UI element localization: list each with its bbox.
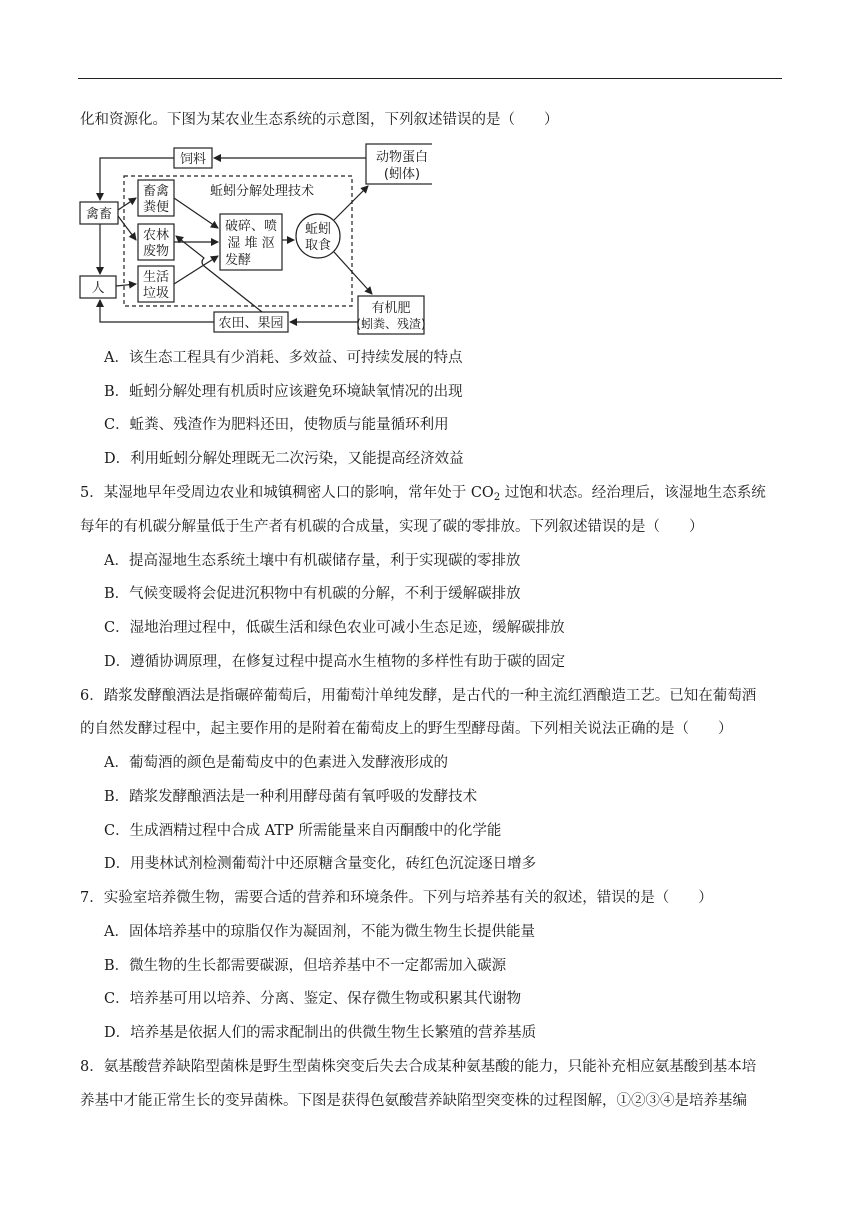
q8-stem-line2: 养基中才能正常生长的变异菌株。下图是获得色氨酸营养缺陷型突变株的过程图解，①②③④是培养基编 — [80, 1093, 747, 1109]
q4-option-c: C．蚯粪、残渣作为肥料还田，使物质与能量循环利用 — [104, 417, 449, 433]
q5-option-c: C．湿地治理过程中，低碳生活和绿色农业可减小生态足迹，缓解碳排放 — [104, 620, 565, 636]
q5-option-b: B．气候变暖将会促进沉积物中有机碳的分解，不利于缓解碳排放 — [104, 586, 521, 602]
earthworm-label: 蚯蚓 — [304, 222, 332, 237]
q6-option-a: A．葡萄酒的颜色是葡萄皮中的色素进入发酵液形成的 — [104, 755, 448, 771]
waste-label: 农林 — [142, 228, 170, 243]
fertilizer-sub-label: (蚓粪、残渣) — [356, 317, 426, 331]
q6-option-c: C．生成酒精过程中合成 ATP 所需能量来自丙酮酸中的化学能 — [104, 823, 502, 839]
q6-stem-line1: 6．踏浆发酵酿酒法是指碾碎葡萄后，用葡萄汁单纯发酵，是古代的一种主流红酒酿造工艺。已知在葡萄酒 — [80, 688, 757, 704]
q4-stem-tail: 化和资源化。下图为某农业生态系统的示意图，下列叙述错误的是（ ） — [80, 112, 559, 128]
waste-sub-label: 废物 — [142, 244, 170, 259]
fertilizer-label: 有机肥 — [371, 301, 411, 316]
animal-protein-sub-label: (蚓体) — [383, 167, 421, 182]
human-label: 人 — [91, 281, 105, 296]
q6-stem-line2: 的自然发酵过程中，起主要作用的是附着在葡萄皮上的野生型酵母菌。下列相关说法正确的是（ ） — [80, 721, 733, 737]
manure-label: 畜禽 — [142, 184, 170, 199]
q7-stem-line1: 7．实验室培养微生物，需要合适的营养和环境条件。下列与培养基有关的叙述，错误的是（ ） — [80, 890, 713, 906]
process-label-3: 发酵 — [225, 253, 252, 268]
q5-stem-line1: 5．某湿地早年受周边农业和城镇稠密人口的影响，常年处于 $CO_2$ 过饱和状态。经治理后，该湿地生态系统 — [80, 485, 766, 503]
q4-option-d: D．利用蚯蚓分解处理既无二次污染，又能提高经济效益 — [104, 451, 464, 467]
agro-ecosystem-diagram — [76, 140, 432, 336]
earthworm-sub-label: 取食 — [304, 238, 332, 253]
q5-option-d: D．遵循协调原理，在修复过程中提高水生植物的多样性有助于碳的固定 — [104, 654, 566, 670]
q7-option-c: C．培养基可用以培养、分离、鉴定、保存微生物或积累其代谢物 — [104, 991, 522, 1007]
garbage-label: 生活 — [142, 270, 170, 285]
q5-option-a: A．提高湿地生态系统土壤中有机碳储存量，利于实现碳的零排放 — [104, 553, 521, 569]
technique-title: 蚯蚓分解处理技术 — [209, 184, 315, 199]
q8-stem-line1: 8．氨基酸营养缺陷型菌株是野生型菌株突变后失去合成某种氨基酸的能力，只能补充相应氨基酸到基本培 — [80, 1059, 757, 1075]
garbage-sub-label: 垃圾 — [142, 286, 170, 301]
q7-option-d: D．培养基是依据人们的需求配制出的供微生物生长繁殖的营养基质 — [104, 1025, 537, 1041]
q6-option-d: D．用斐林试剂检测葡萄汁中还原糖含量变化，砖红色沉淀逐日增多 — [104, 856, 537, 872]
manure-sub-label: 粪便 — [142, 200, 170, 215]
q4-option-b: B．蚯蚓分解处理有机质时应该避免环境缺氧情况的出现 — [104, 384, 463, 400]
q7-option-a: A．固体培养基中的琼脂仅作为凝固剂，不能为微生物生长提供能量 — [104, 924, 535, 940]
header-rule — [78, 78, 782, 79]
process-label-2: 湿 堆 沤 — [227, 236, 275, 251]
q7-option-b: B．微生物的生长都需要碳源，但培养基中不一定都需加入碳源 — [104, 958, 507, 974]
livestock-label: 禽畜 — [85, 207, 113, 222]
animal-protein-label: 动物蛋白 — [375, 150, 429, 165]
farmland-label: 农田、果园 — [218, 316, 284, 331]
process-label-1: 破碎、喷 — [224, 219, 278, 234]
q5-stem-line2: 每年的有机碳分解量低于生产者有机碳的合成量，实现了碳的零排放。下列叙述错误的是（ ） — [80, 519, 704, 535]
q4-option-a: A．该生态工程具有少消耗、多效益、可持续发展的特点 — [104, 350, 463, 366]
feed-label: 饲料 — [179, 152, 207, 167]
q6-option-b: B．踏浆发酵酿酒法是一种利用酵母菌有氧呼吸的发酵技术 — [104, 789, 478, 805]
